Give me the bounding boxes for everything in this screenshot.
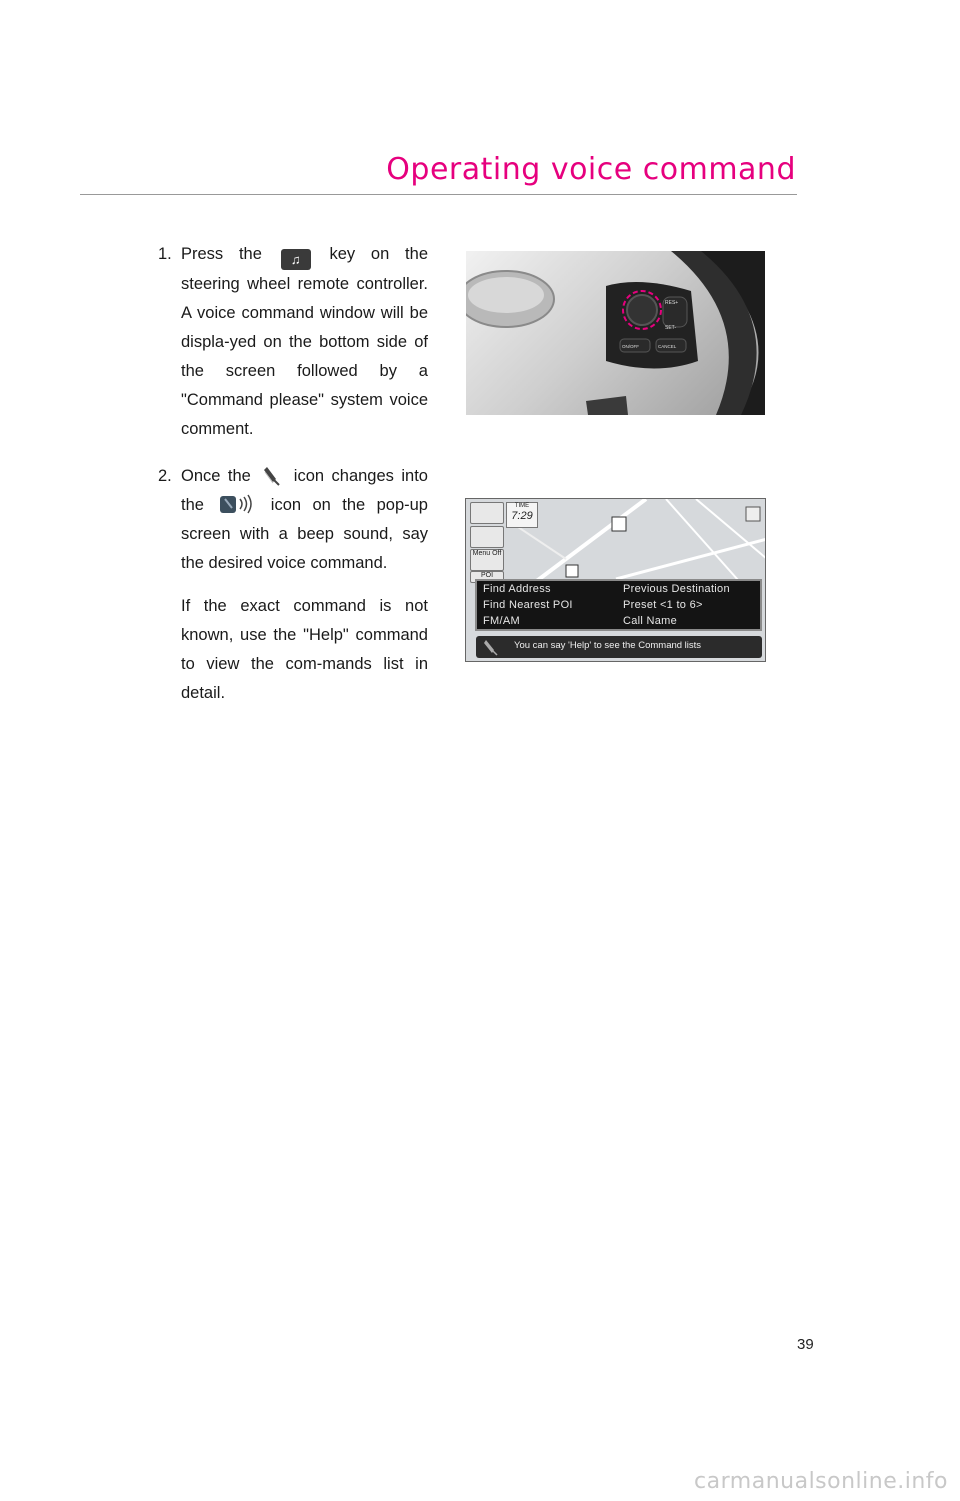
step-2 xyxy=(158,462,428,708)
command-item: Find Address xyxy=(483,583,551,595)
step-text: icon changes into the xyxy=(181,467,428,514)
time-label: TIME xyxy=(514,503,530,509)
step-text: key on the steering wheel remote controller. A voice command window will be displa-yed on the bottom side of the screen followed by a "Command please" system voice comment. xyxy=(181,245,428,438)
steering-wheel-photo xyxy=(466,251,765,415)
mic-active-icon xyxy=(218,493,256,515)
mic-icon xyxy=(482,638,500,656)
nav-home-button xyxy=(470,502,504,524)
title-divider xyxy=(80,194,797,195)
talk-key-icon: ♫ xyxy=(281,249,311,270)
button-label: SET- xyxy=(665,325,677,331)
page-title: Operating voice command xyxy=(386,152,796,187)
button-label: ON/OFF xyxy=(622,344,639,349)
voice-hint-bar xyxy=(476,636,762,658)
command-item: Call Name xyxy=(623,615,678,627)
command-item: FM/AM xyxy=(483,615,520,627)
nav-view-button xyxy=(470,526,504,548)
command-item: Preset <1 to 6> xyxy=(623,599,703,611)
instruction-steps xyxy=(158,240,428,708)
time-display xyxy=(506,502,538,528)
step-text: Once the xyxy=(181,467,251,485)
menu-off-button: Menu Off xyxy=(470,549,504,571)
command-item: Find Nearest POI xyxy=(483,599,573,611)
step-number: 1. xyxy=(158,245,172,263)
button-label: CANCEL xyxy=(658,344,677,349)
time-value: 7:29 xyxy=(511,510,533,522)
navigation-screen-figure xyxy=(465,498,766,662)
page-number: 39 xyxy=(797,1336,814,1353)
step-text: icon on the pop-up screen with a beep sound, say the desired voice command. xyxy=(181,496,428,572)
command-item: Previous Destination xyxy=(623,583,730,595)
voice-command-popup xyxy=(475,579,762,631)
step-1 xyxy=(158,240,428,444)
step-number: 2. xyxy=(158,467,172,485)
help-note: If the exact command is not known, use the "Help" command to view the com-mands list in detail. xyxy=(181,597,428,702)
poi-button: POI xyxy=(470,571,504,583)
watermark: carmanualsonline.info xyxy=(694,1469,948,1494)
step-text: Press the xyxy=(181,245,262,263)
mic-icon xyxy=(261,464,283,486)
button-label: RES+ xyxy=(665,300,679,306)
hint-text: You can say 'Help' to see the Command lists xyxy=(514,640,702,651)
